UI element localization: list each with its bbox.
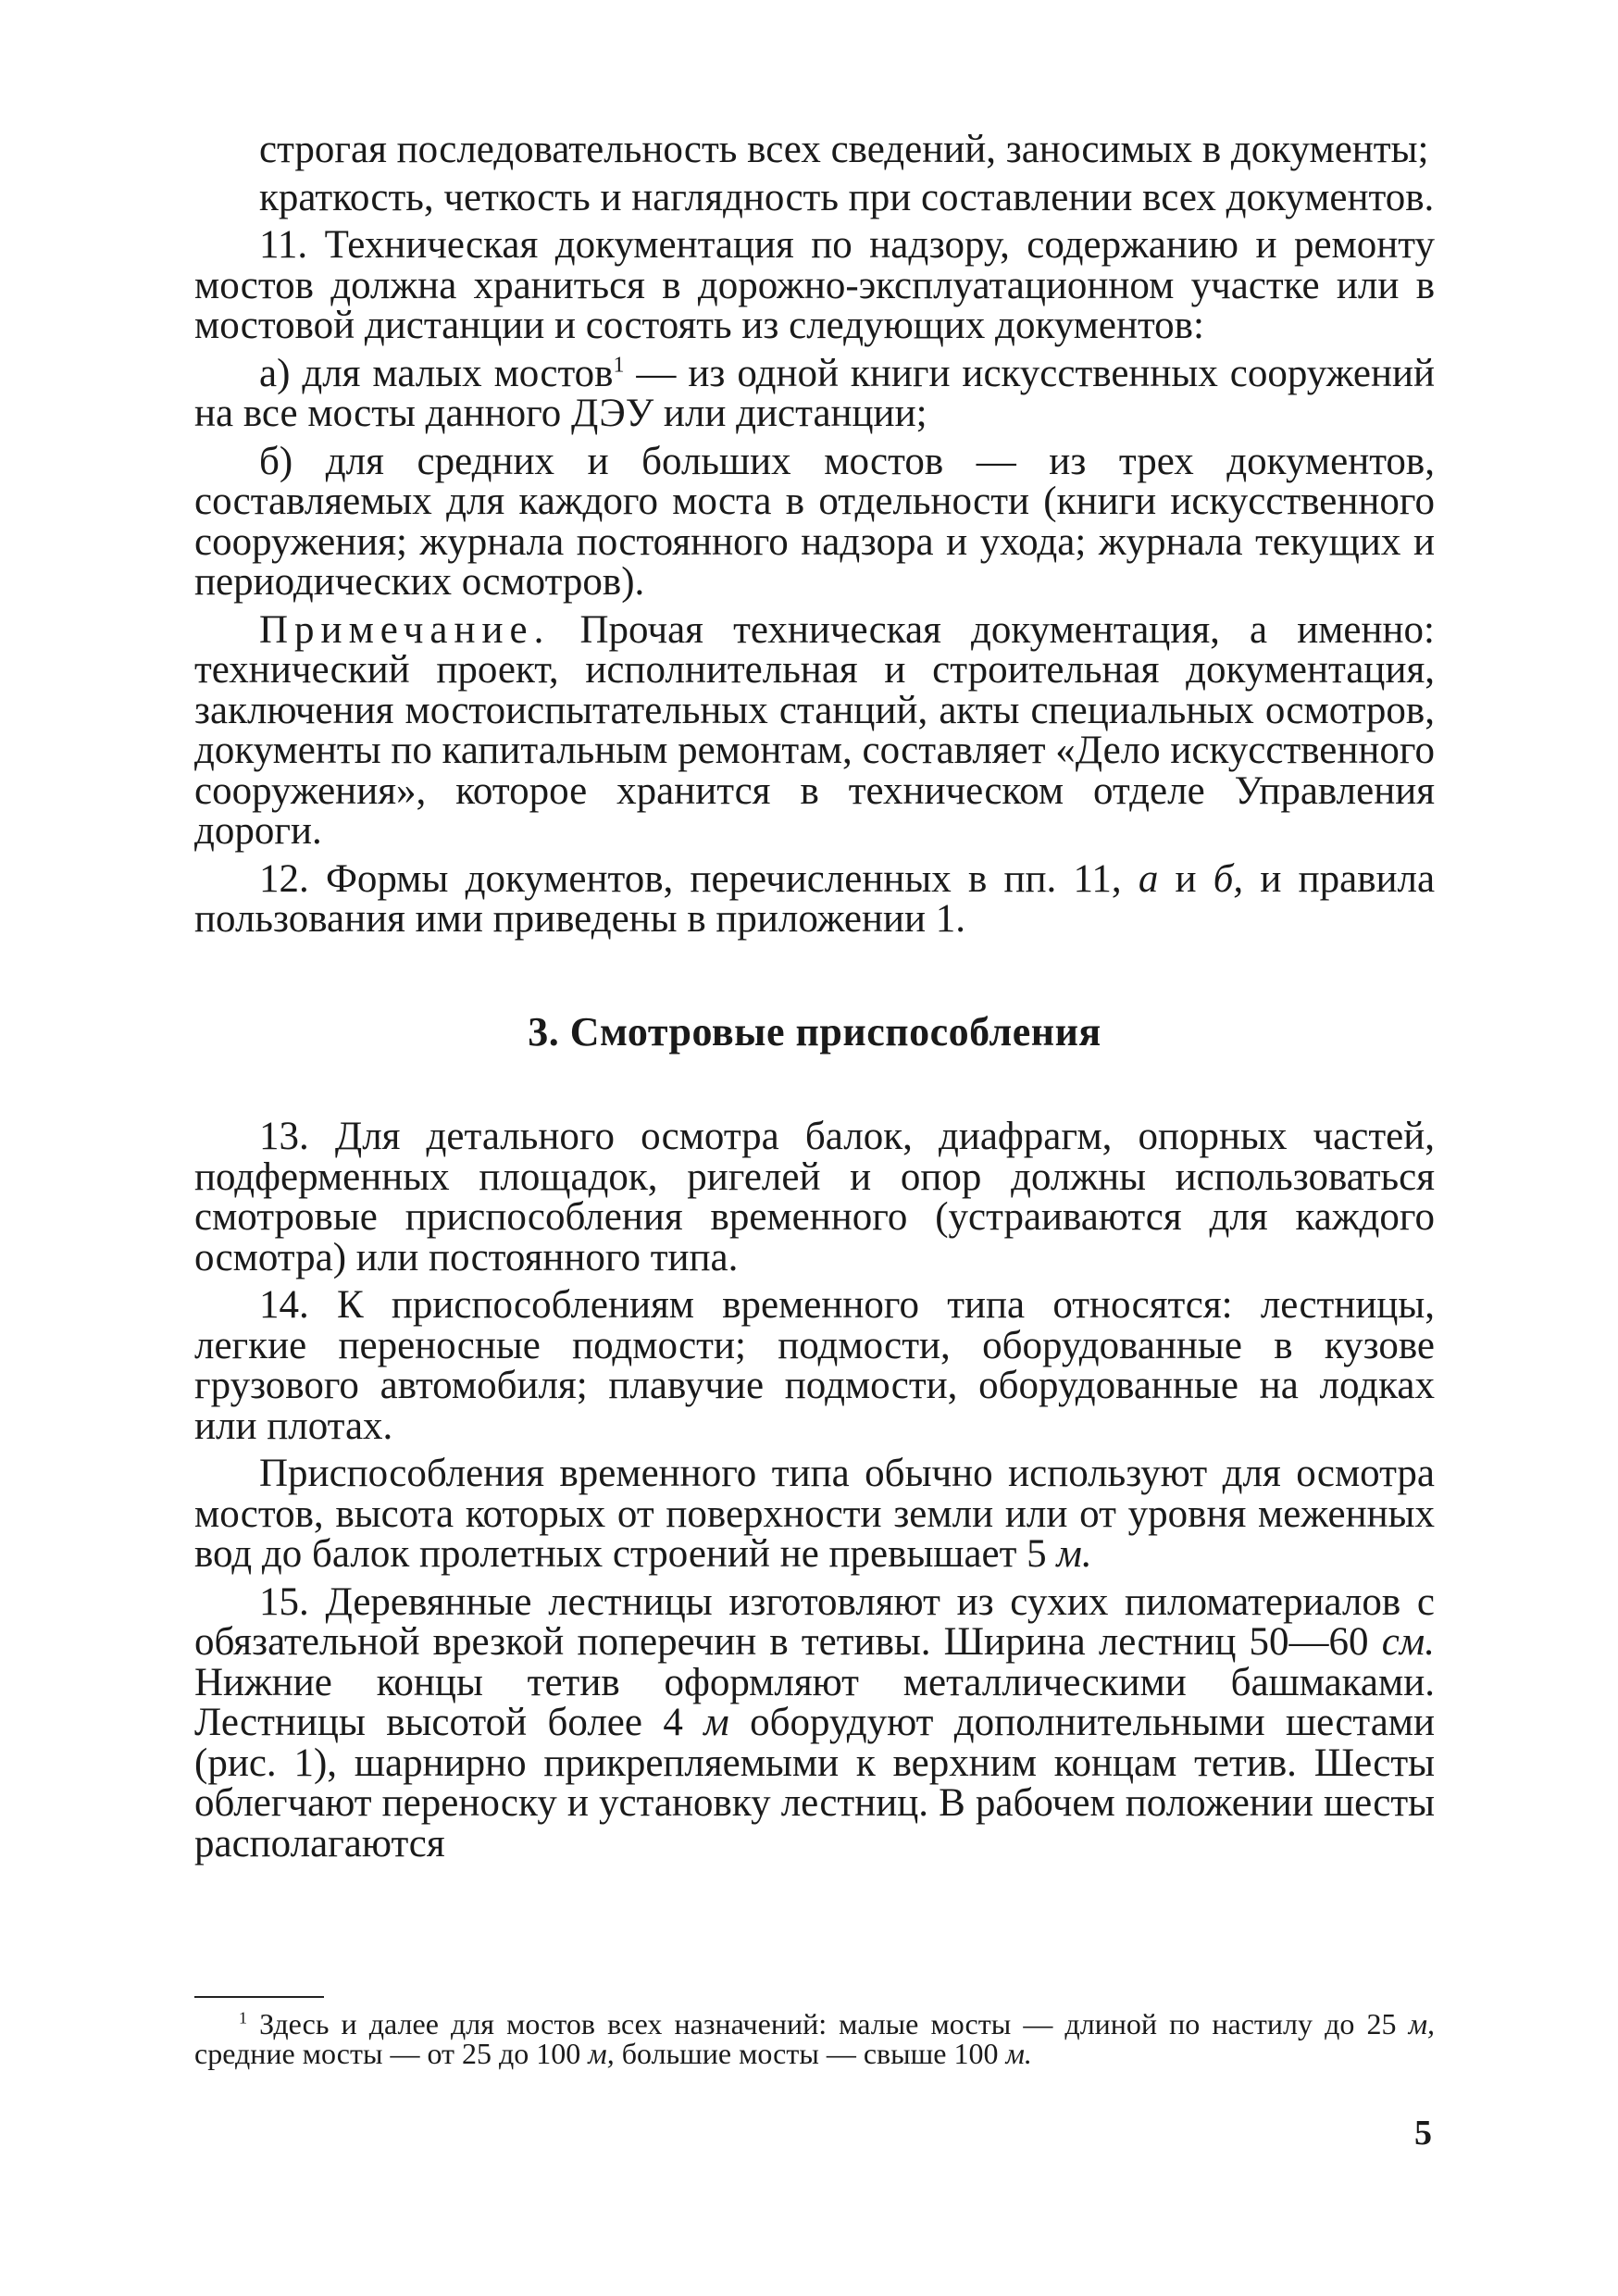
text: Нижние концы тетив оформляют металлическими башмаками. Лестницы высотой более 4 xyxy=(194,1660,1435,1744)
text: Приспособления временного типа обычно используют для осмотра мостов, высота которых от поверхности земли или от уровня меженных вод до балок пролетных строений не превышает 5 xyxy=(194,1452,1435,1576)
page-number: 5 xyxy=(1414,2114,1432,2152)
text: Прочая техническая документация, а именно: технический проект, исполнительная и строительная документация, заключения мостоиспытательных станций, акты специальных осмотров, документы по капитальным ремонтам, составляет «Дело искусственного сооружения», которое хранится в техническом отделе Управления дороги. xyxy=(194,607,1435,853)
unit: м, xyxy=(1408,2007,1436,2040)
text: оборудуют дополнительными шестами (рис. 1), шарнирно прикрепляемыми к верхним концам тетив. Шесты облегчают переноску и установку лестниц. В рабочем положении шесты располагаются xyxy=(194,1701,1436,1866)
unit: м xyxy=(703,1701,729,1744)
text: и правила пользования ими приведены в приложении 1. xyxy=(194,856,1436,941)
note-paragraph xyxy=(194,607,1435,853)
italic-letter: а xyxy=(1138,856,1159,901)
paragraph-15 xyxy=(194,1579,1436,1866)
paragraph-11: 11. Техническая документация по надзору, содержанию и ремонту мостов должна храниться в дорожно-эксплуатационном участке или в мостовой дистанции и состоять из следующих документов: xyxy=(194,223,1435,347)
paragraph-14: 14. К приспособлениям временного типа относятся: лестницы, легкие переносные подмости; подмости, оборудованные в кузове грузового автомобиля; плавучие подмости, оборудованные на лодках или плотах. xyxy=(194,1283,1435,1448)
footnote xyxy=(194,2009,1435,2068)
footnote-ref: 1 xyxy=(613,353,625,378)
text: 15. Деревянные лестницы изготовляют из сухих пиломатериалов с обязательной врезкой поперечин в тетивы. Ширина лестниц 50—60 xyxy=(194,1579,1435,1664)
paragraph-11a xyxy=(194,351,1435,435)
paragraph-12 xyxy=(194,856,1436,941)
unit: м. xyxy=(1056,1532,1092,1576)
italic-letter: б, xyxy=(1213,856,1244,901)
text: Здесь и далее для мостов всех назначений: малые мосты — длиной по настилу до 25 xyxy=(259,2007,1397,2040)
paragraph-13: 13. Для детального осмотра балок, диафрагм, опорных частей, подферменных площадок, ригелей и опор должны использоваться смотровые приспособления временного (устраиваются для каждого осмотра) или постоянного типа. xyxy=(194,1115,1435,1279)
paragraph: краткость, четкость и наглядность при составлении всех документов. xyxy=(259,175,1435,219)
unit: см. xyxy=(1381,1620,1435,1664)
text: и xyxy=(1175,856,1197,901)
page-body xyxy=(194,130,1435,1864)
unit: м, xyxy=(588,2037,615,2070)
paragraph xyxy=(194,1454,1435,1575)
text: 12. Формы документов, перечисленных в пп. 11, xyxy=(259,856,1122,901)
unit: м. xyxy=(1005,2037,1032,2070)
paragraph: строгая последовательность всех сведений, заносимых в документы; xyxy=(259,128,1429,171)
note-label: Примечание. xyxy=(259,607,551,652)
text: средние мосты — от 25 до 100 xyxy=(194,2037,581,2070)
paragraph-11b: б) для средних и больших мостов — из трех документов, составляемых для каждого моста в отдельности (книги искусственного сооружения; журнала постоянного надзора и ухода; журнала текущих и периодических осмотров). xyxy=(194,439,1435,604)
footnote-rule xyxy=(194,1996,324,1998)
text: а) для малых мостов xyxy=(259,351,614,395)
text: большие мосты — свыше 100 xyxy=(621,2037,999,2070)
section-heading: 3. Смотровые приспособления xyxy=(528,1008,1101,1054)
footnote-mark: 1 xyxy=(239,2008,247,2028)
text: — из одной книги искусственных сооружений на все мосты данного ДЭУ или дистанции; xyxy=(194,351,1435,435)
